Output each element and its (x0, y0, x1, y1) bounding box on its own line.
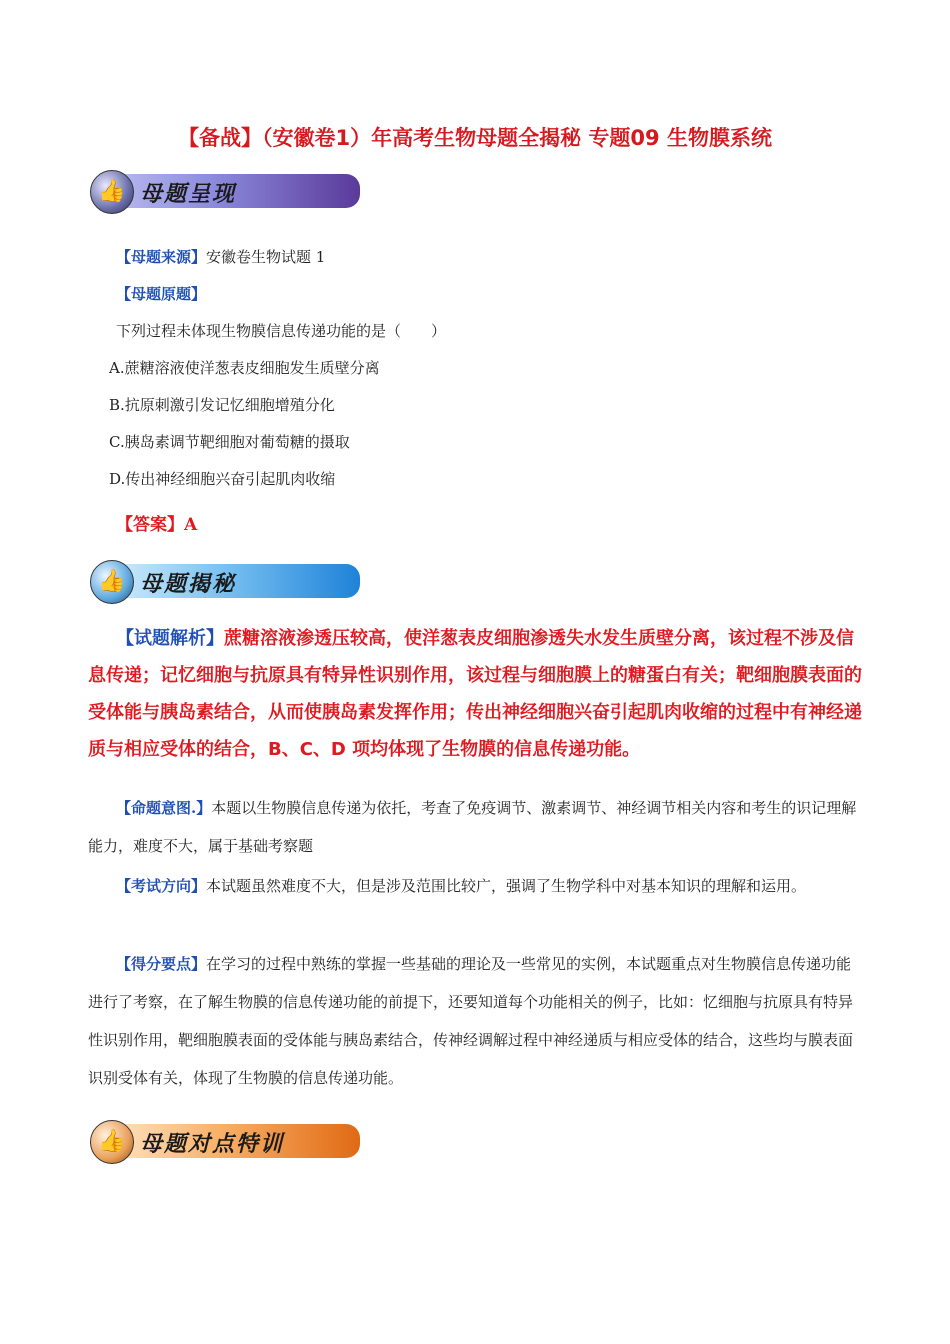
option-a: A.蔗糖溶液使洋葱表皮细胞发生质壁分离 (109, 359, 380, 377)
section-banner-presentation (90, 170, 362, 212)
option-c: C.胰岛素调节靶细胞对葡萄糖的摄取 (109, 433, 350, 451)
points-label: 【得分要点】 (116, 955, 207, 973)
analysis-label: 【试题解析】 (116, 628, 224, 649)
section-banner-practice (90, 1120, 362, 1162)
direction-label: 【考试方向】 (116, 877, 207, 895)
banner-label: 母题揭秘 (140, 571, 237, 597)
question-text: 下列过程未体现生物膜信息传递功能的是（ ） (116, 322, 447, 340)
thumbs-up-icon: 👍 (90, 1120, 134, 1164)
thumbs-up-icon: 👍 (90, 560, 134, 604)
answer-label: 【答案】 (116, 515, 184, 535)
banner-label: 母题呈现 (140, 181, 237, 207)
source-text: 安徽卷生物试题 1 (206, 248, 326, 266)
original-label: 【母题原题】 (116, 285, 207, 303)
intent-paragraph (88, 789, 863, 865)
intent-text: 本题以生物膜信息传递为依托，考查了免疫调节、激素调节、神经调节相关内容和考生的识记理解能力，难度不大，属于基础考察题 (88, 799, 857, 855)
points-text: 在学习的过程中熟练的掌握一些基础的理论及一些常见的实例，本试题重点对生物膜信息传递功能进行了考察，在了解生物膜的信息传递功能的前提下，还要知道每个功能相关的例子，比如：忆细胞与抗原具有特异性识别作用，靶细胞膜表面的受体能与胰岛素结合，传神经调解过程中神经递质与相应受体的结合，这些均与膜表面识别受体有关，体现了生物膜的信息传递功能。 (88, 955, 854, 1087)
direction-paragraph (88, 867, 863, 905)
source-label: 【母题来源】 (116, 248, 207, 266)
document-title: 【备战】（安徽卷1）年高考生物母题全揭秘 专题09 生物膜系统 (178, 126, 772, 150)
banner-label: 母题对点特训 (140, 1131, 285, 1157)
analysis-paragraph (88, 620, 863, 768)
option-d: D.传出神经细胞兴奋引起肌肉收缩 (109, 470, 336, 488)
answer-value: A (184, 515, 198, 535)
original-question-line (116, 284, 206, 304)
answer-line (116, 515, 197, 535)
intent-label: 【命题意图.】 (116, 799, 212, 817)
thumbs-up-icon: 👍 (90, 170, 134, 214)
option-b: B.抗原刺激引发记忆细胞增殖分化 (109, 396, 335, 414)
points-paragraph (88, 945, 863, 1097)
section-banner-reveal (90, 560, 362, 602)
analysis-text: 蔗糖溶液渗透压较高，使洋葱表皮细胞渗透失水发生质壁分离，该过程不涉及信息传递；记忆细胞与抗原具有特异性识别作用，该过程与细胞膜上的糖蛋白有关；靶细胞膜表面的受体能与胰岛素结合，从而使胰岛素发挥作用；传出神经细胞兴奋引起肌肉收缩的过程中有神经递质与相应受体的结合，B、C、D 项均体现了生物膜的信息传递功能。 (88, 628, 862, 760)
direction-text: 本试题虽然难度不大，但是涉及范围比较广，强调了生物学科中对基本知识的理解和运用。 (206, 877, 807, 895)
source-line (116, 247, 325, 267)
